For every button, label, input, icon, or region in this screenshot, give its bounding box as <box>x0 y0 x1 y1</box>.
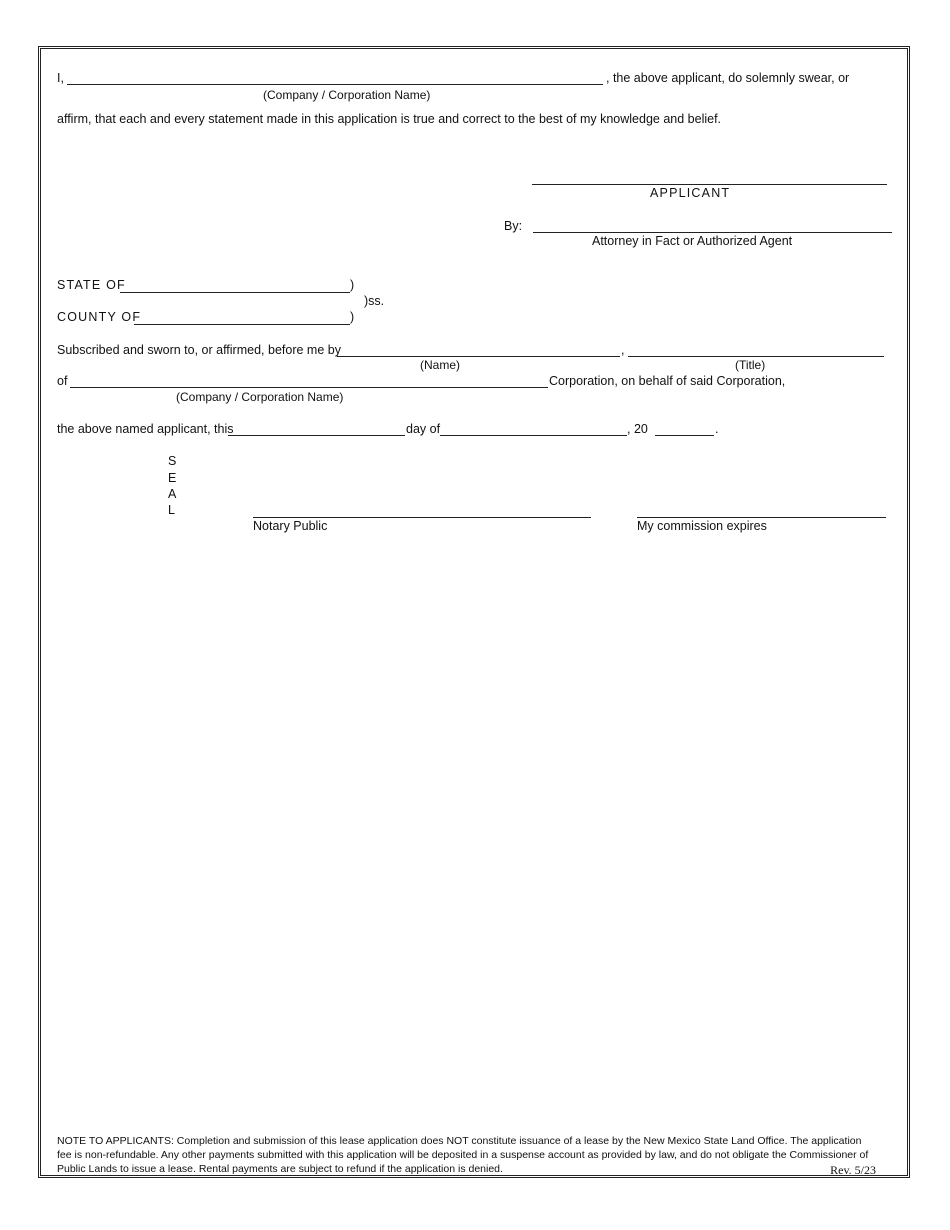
corporation-text: Corporation, on behalf of said Corporation, <box>549 374 786 388</box>
corporation-caption: (Company / Corporation Name) <box>176 390 344 404</box>
ss-label: )ss. <box>364 294 385 308</box>
month-field[interactable] <box>440 435 627 436</box>
affiant-name-field[interactable] <box>337 356 620 357</box>
date-period: . <box>715 422 719 436</box>
subscribed-text: Subscribed and sworn to, or affirmed, before me by <box>57 343 341 357</box>
state-label: STATE OF <box>57 278 126 292</box>
applicant-this-text: the above named applicant, this <box>57 422 234 436</box>
note-to-applicants: NOTE TO APPLICANTS: Completion and submission of this lease application does NOT constitute issuance of a lease by the New Mexico State Land Office. The application fee is non-refundable. Any other payments submitted with this application will be deposited in a suspense account as provided by law, and do not obligate the Commissioner of Public Lands to issue a lease. Rental payments are subject to refund if the application is denied. <box>57 1135 869 1175</box>
oath-suffix: , the above applicant, do solemnly swear, or <box>606 71 850 85</box>
day-field[interactable] <box>228 435 405 436</box>
applicant-signature-field[interactable] <box>532 184 887 185</box>
company-name-field[interactable] <box>67 84 603 85</box>
day-of-label: day of <box>406 422 441 436</box>
applicant-label: APPLICANT <box>650 186 731 200</box>
name-comma: , <box>621 343 625 357</box>
agent-caption: Attorney in Fact or Authorized Agent <box>592 234 793 248</box>
of-label: of <box>57 374 68 388</box>
oath-prefix: I, <box>57 71 64 85</box>
year-field[interactable] <box>655 435 714 436</box>
agent-signature-field[interactable] <box>533 232 892 233</box>
revision-label: Rev. 5/23 <box>830 1163 876 1177</box>
name-caption: (Name) <box>420 358 461 372</box>
county-label: COUNTY OF <box>57 310 142 324</box>
affiant-title-field[interactable] <box>628 356 884 357</box>
company-caption: (Company / Corporation Name) <box>263 88 431 102</box>
oath-statement: affirm, that each and every statement made in this application is true and correct to the best of my knowledge and belief. <box>57 112 722 126</box>
county-paren: ) <box>350 310 355 324</box>
notary-signature-field[interactable] <box>253 517 591 518</box>
year-prefix: , 20 <box>627 422 648 436</box>
state-field[interactable] <box>120 292 350 293</box>
seal-letter-e: E <box>168 471 177 485</box>
notary-caption: Notary Public <box>253 519 328 533</box>
by-label: By: <box>504 219 523 233</box>
seal-letter-a: A <box>168 487 177 501</box>
title-caption: (Title) <box>735 358 766 372</box>
seal-letter-l: L <box>168 503 175 517</box>
commission-caption: My commission expires <box>637 519 767 533</box>
seal-letter-s: S <box>168 454 177 468</box>
corporation-name-field[interactable] <box>70 387 548 388</box>
commission-expires-field[interactable] <box>637 517 886 518</box>
state-paren: ) <box>350 278 355 292</box>
page-border <box>38 46 910 1178</box>
county-field[interactable] <box>134 324 350 325</box>
